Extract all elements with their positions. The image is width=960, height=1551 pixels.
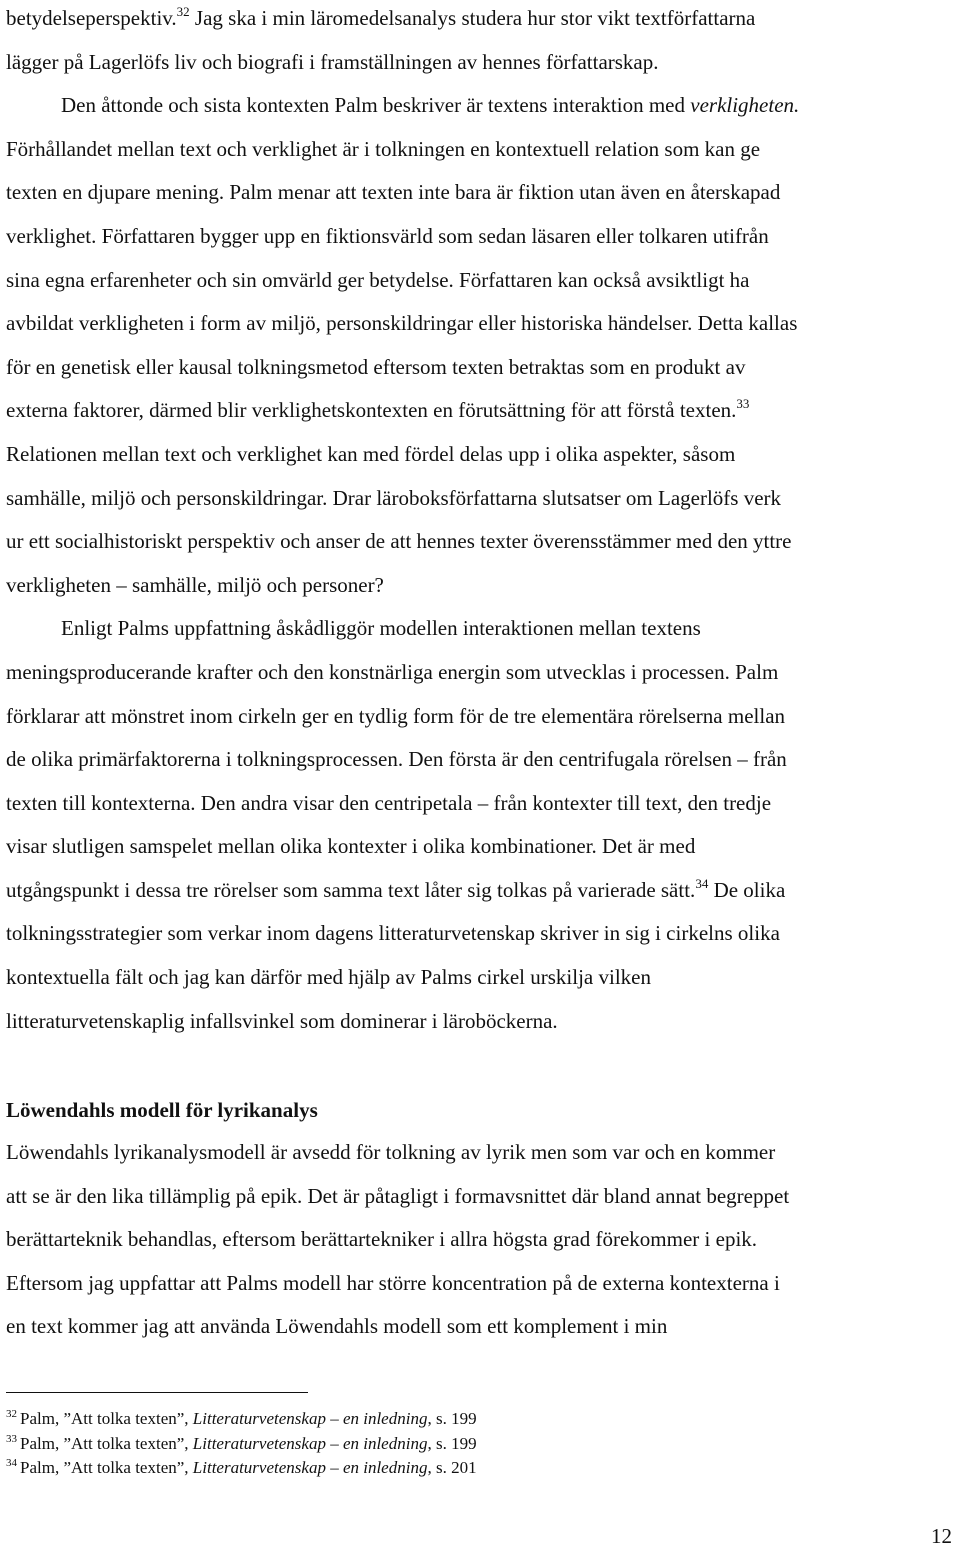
text-line: texten till kontexterna. Den andra visar den centripetala – från kontexter till text, den tredje — [6, 790, 772, 815]
text-line: Relationen mellan text och verklighet kan med fördel delas upp i olika aspekter, såsom — [6, 441, 736, 466]
text-span: Jag ska i min läromedelsanalys studera hur stor vikt textförfattarna — [189, 6, 756, 30]
footnote-title: Litteraturvetenskap – en inledning — [192, 1433, 428, 1453]
text-line: visar slutligen samspelet mellan olika kontexter i olika kombinationer. Det är med — [6, 834, 696, 859]
text-line: lägger på Lagerlöfs liv och biografi i framställningen av hennes författarskap. — [6, 49, 659, 74]
footnote-text: Palm, ”Att tolka texten”, — [20, 1409, 193, 1428]
main-text — [6, 0, 799, 1043]
footnote-number: 32 — [6, 1408, 17, 1420]
page-number: 12 — [931, 1524, 952, 1548]
text-line: verklighet. Författaren bygger upp en fiktionsvärld som sedan läsaren eller tolkaren utifrån — [6, 223, 769, 248]
footnotes — [6, 1407, 477, 1481]
footnote-page: , s. 199 — [427, 1433, 477, 1453]
footnote-text: Palm, ”Att tolka texten”, — [20, 1433, 193, 1453]
text-line: Förhållandet mellan text och verklighet är i tolkningen en kontextuell relation som kan ge — [6, 136, 761, 161]
footnote-34 — [6, 1456, 477, 1481]
footnote-title: Litteraturvetenskap – en inledning — [192, 1409, 428, 1428]
footnote-number: 34 — [6, 1457, 17, 1470]
text-line: Enligt Palms uppfattning åskådliggör modellen interaktionen mellan textens — [61, 616, 701, 641]
text-line: ur ett socialhistoriskt perspektiv och anser de att hennes texter överensstämmer med den yttre — [6, 529, 792, 554]
text-line — [6, 0, 799, 41]
text-line: att se är den lika tillämplig på epik. Det är påtagligt i formavsnittet där bland annat begreppet — [6, 1183, 790, 1208]
text-line — [6, 869, 799, 913]
footnote-page: , s. 199 — [427, 1409, 477, 1428]
text-line: berättarteknik behandlas, eftersom berättartekniker i allra högsta grad förekommer i epik. — [6, 1227, 758, 1252]
section-text — [6, 1131, 789, 1349]
text-line: verkligheten – samhälle, miljö och personer? — [6, 572, 384, 597]
footnote-page: , s. 201 — [427, 1458, 477, 1478]
text-line: en text kommer jag att använda Löwendahls modell som ett komplement i min — [6, 1314, 668, 1339]
text-line: för en genetisk eller kausal tolkningsmetod eftersom texten betraktas som en produkt av — [6, 354, 746, 379]
text-line: avbildat verkligheten i form av miljö, personskildringar eller historiska händelser. Detta kallas — [6, 311, 798, 336]
footnote-32 — [6, 1407, 477, 1432]
text-line: tolkningsstrategier som verkar inom dagens litteraturvetenskap skriver in sig i cirkelns olika — [6, 921, 780, 946]
footnote-separator — [6, 1392, 308, 1393]
footnote-text: Palm, ”Att tolka texten”, — [20, 1458, 193, 1478]
text-line: kontextuella fält och jag kan därför med hjälp av Palms cirkel urskilja vilken — [6, 965, 651, 990]
footnote-number: 33 — [6, 1432, 17, 1445]
footnote-ref-34: 34 — [695, 875, 709, 891]
text-span: De olika — [708, 877, 786, 902]
text-line: Eftersom jag uppfattar att Palms modell har större koncentration på de externa kontexterna i — [6, 1270, 780, 1295]
text-line: litteraturvetenskaplig infallsvinkel som dominerar i läroböckerna. — [6, 1008, 558, 1033]
text-span: Den åttonde och sista kontexten Palm beskriver är textens interaktion med — [61, 93, 691, 118]
text-span: betydelseperspektiv. — [6, 6, 177, 30]
footnote-ref-32: 32 — [176, 4, 190, 19]
text-line — [6, 389, 799, 433]
text-line: förklarar att mönstret inom cirkeln ger en tydlig form för de tre elementära rörelserna mellan — [6, 703, 786, 728]
footnote-title: Litteraturvetenskap – en inledning — [192, 1458, 428, 1478]
section-heading: Löwendahls modell för lyrikanalys — [6, 1098, 318, 1122]
text-span: externa faktorer, därmed blir verklighetskontexten en förutsättning för att förstå texten. — [6, 398, 737, 423]
text-line: meningsproducerande krafter och den konstnärliga energin som utvecklas i processen. Palm — [6, 659, 779, 684]
text-line: sina egna erfarenheter och sin omvärld ger betydelse. Författaren kan också avsiktligt ha — [6, 267, 750, 292]
emphasis-verkligheten: verkligheten. — [690, 93, 800, 118]
text-line: de olika primärfaktorerna i tolkningsprocessen. Den första är den centrifugala rörelsen – från — [6, 747, 787, 772]
text-span: utgångspunkt i dessa tre rörelser som samma text låter sig tolkas på varierade sätt. — [6, 877, 696, 902]
text-line: Löwendahls lyrikanalysmodell är avsedd för tolkning av lyrik men som var och en kommer — [6, 1140, 776, 1164]
text-line: texten en djupare mening. Palm menar att texten inte bara är fiktion utan även en återskapad — [6, 180, 781, 205]
text-line: samhälle, miljö och personskildringar. Drar läroboksförfattarna slutsatser om Lagerlöfs verk — [6, 485, 782, 510]
footnote-ref-33: 33 — [736, 396, 750, 412]
footnote-33 — [6, 1432, 477, 1457]
text-line — [6, 84, 799, 128]
